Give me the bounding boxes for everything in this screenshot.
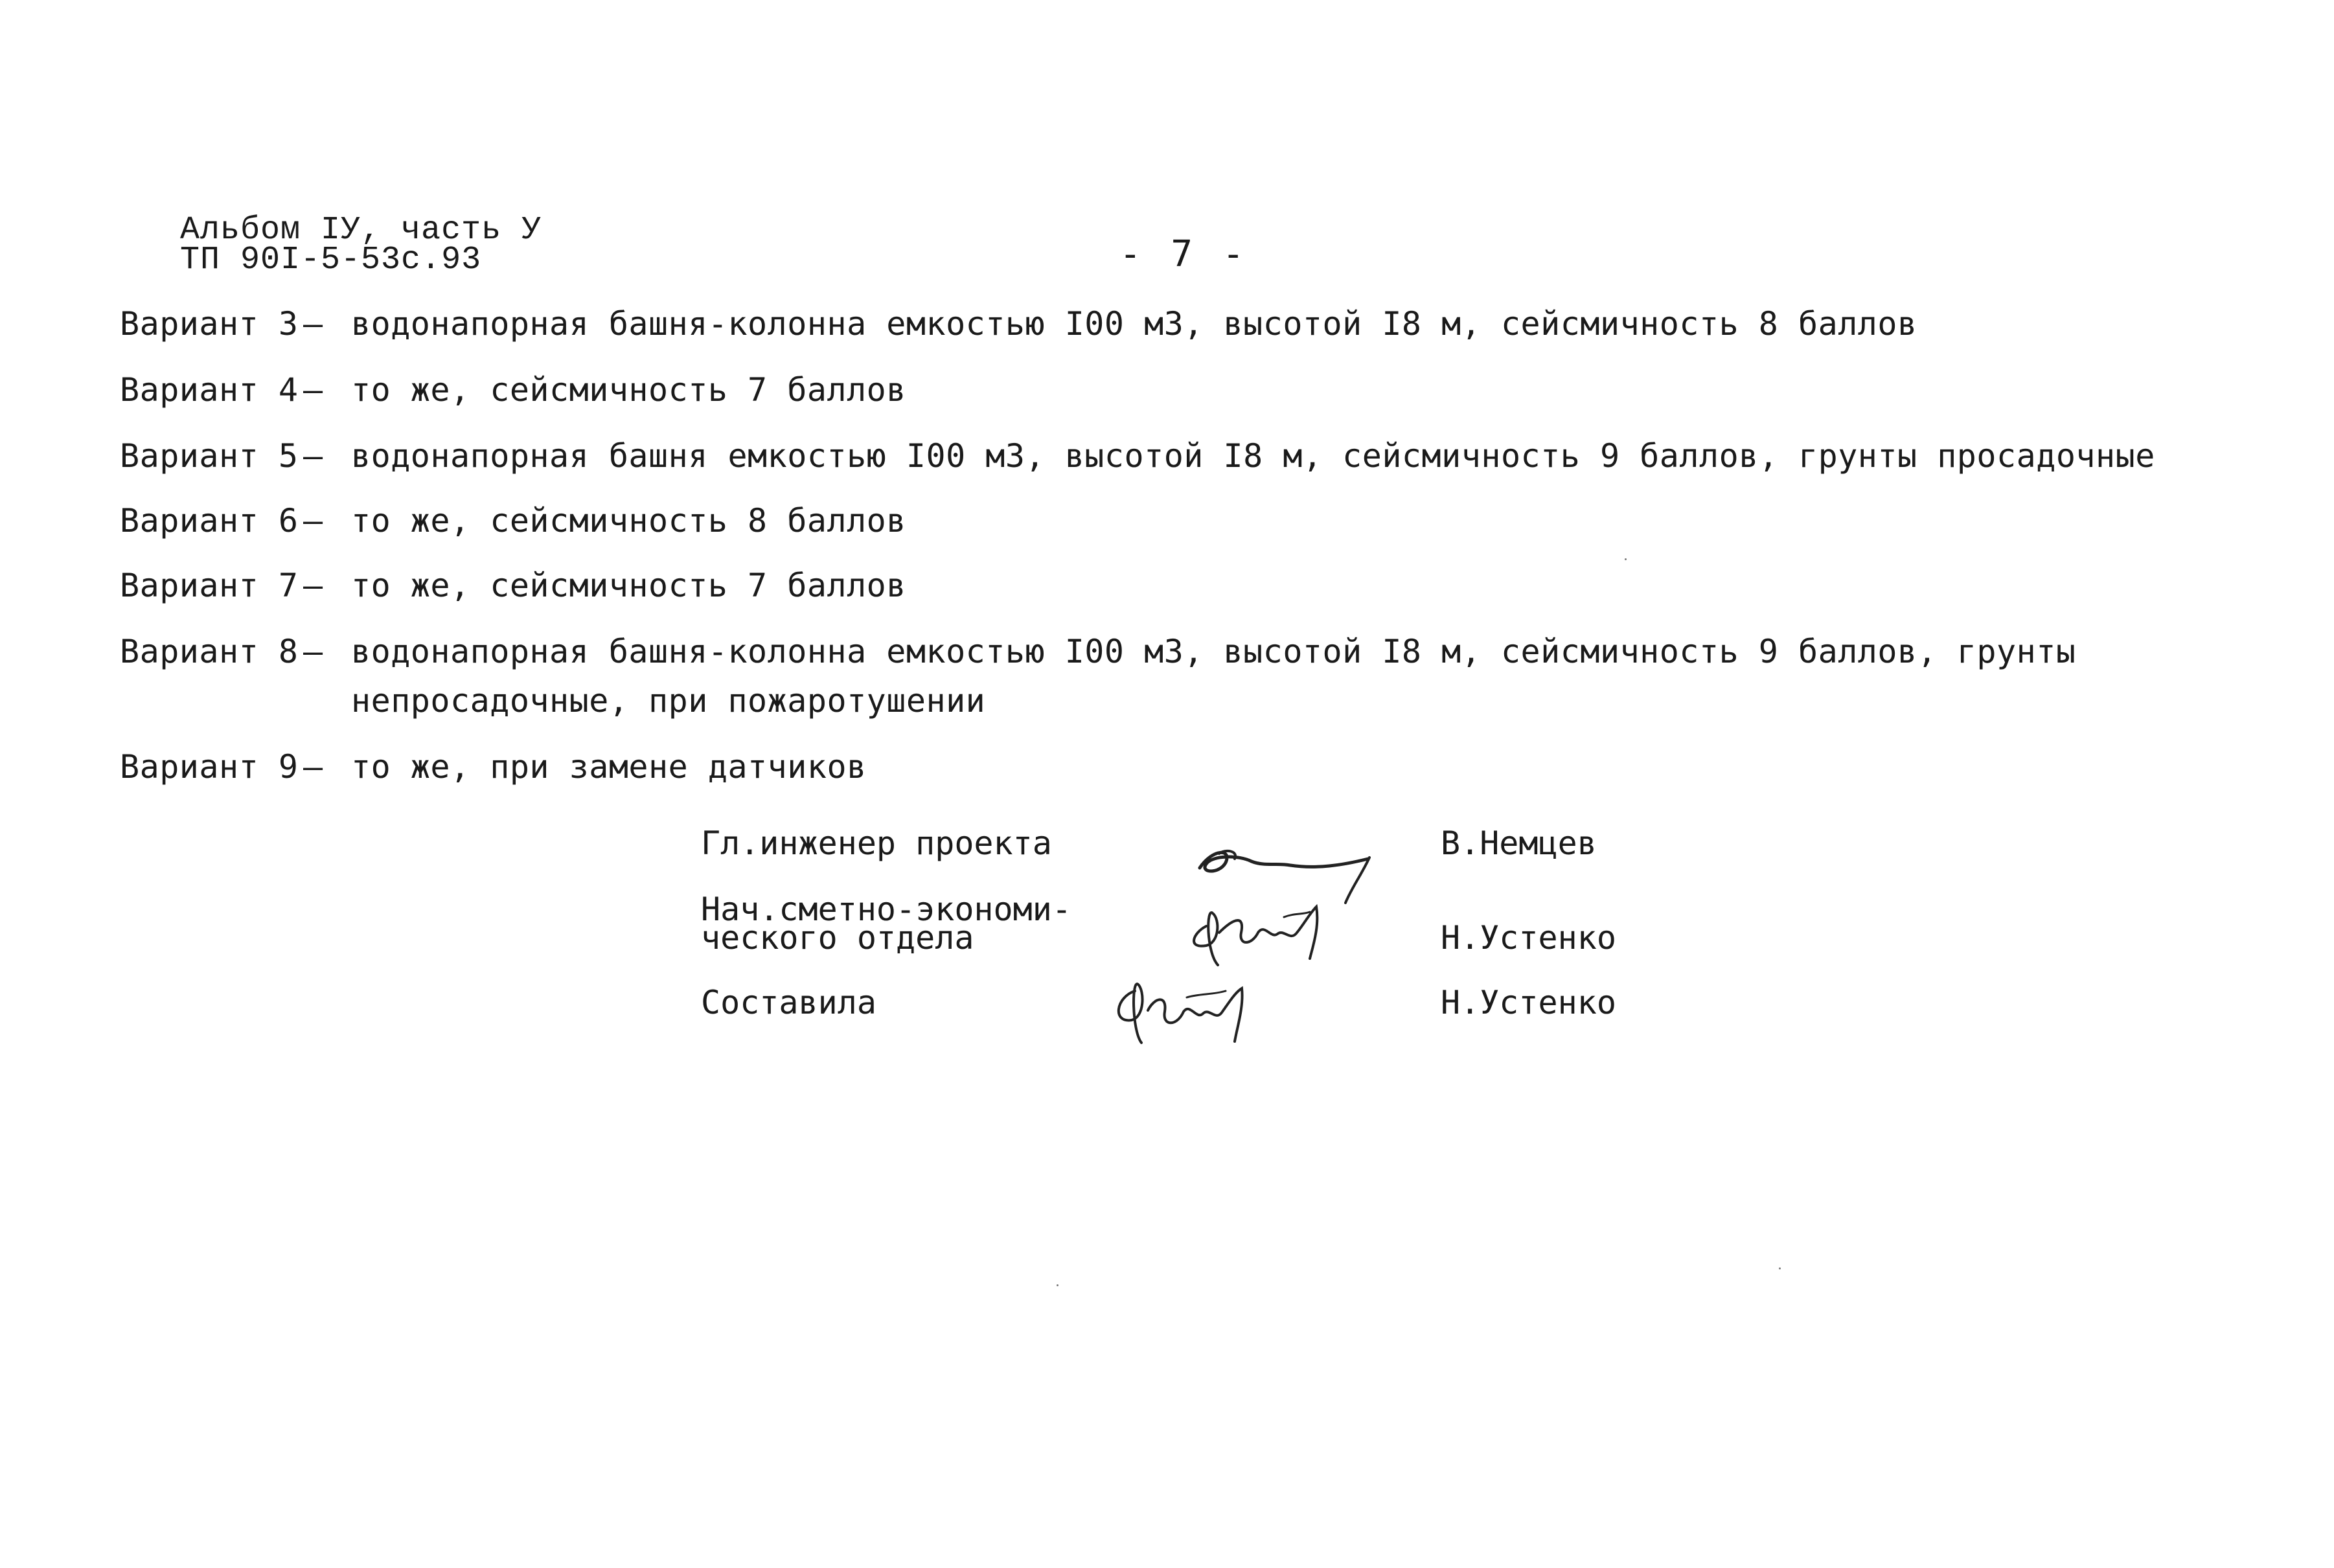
scan-speck xyxy=(1779,1267,1781,1269)
variant-dash: – xyxy=(303,633,323,670)
document-header xyxy=(180,212,542,278)
signer-role-line: ческого отдела xyxy=(701,919,974,957)
signature-mark xyxy=(1180,887,1401,971)
signer-role-line: Составила xyxy=(701,984,876,1021)
variant-label: Вариант 8 xyxy=(120,633,299,670)
variant-item xyxy=(120,431,2262,481)
project-code: ТП 90I-5-53с.93 xyxy=(180,242,482,278)
variant-description-wrap xyxy=(351,627,2262,725)
variant-description-continuation: непросадочные, при пожаротушении xyxy=(351,682,986,720)
page-number: - 7 - xyxy=(1119,233,1248,275)
variant-description: то же, сейсмичность 7 баллов xyxy=(351,567,906,604)
variant-description: то же, при замене датчиков xyxy=(351,748,867,786)
signer-name: Н.Устенко xyxy=(1441,984,1616,1021)
signer-name: В.Немцев xyxy=(1441,824,1597,862)
variant-item xyxy=(120,365,2262,415)
variant-label: Вариант 5 xyxy=(120,437,299,475)
variant-label: Вариант 7 xyxy=(120,567,299,604)
variant-dash: – xyxy=(303,437,323,475)
variant-label: Вариант 4 xyxy=(120,371,299,409)
variant-item xyxy=(120,627,2262,725)
signer-role xyxy=(701,891,1071,957)
scan-speck xyxy=(1057,1284,1058,1286)
variant-dash: – xyxy=(303,305,323,343)
variant-description: водонапорная башня емкостью I00 м3, высотой I8 м, сейсмичность 9 баллов, грунты просадочные xyxy=(351,437,2155,475)
signer-role xyxy=(701,824,1052,862)
signer-role-line: Гл.инженер проекта xyxy=(701,824,1052,862)
variant-description: водонапорная башня-колонна емкостью I00 м3, высотой I8 м, сейсмичность 9 баллов, грунты xyxy=(351,633,2076,670)
signature-block xyxy=(701,823,1673,1043)
variant-item xyxy=(120,299,2262,348)
variant-description: водонапорная башня-колонна емкостью I00 м3, высотой I8 м, сейсмичность 8 баллов xyxy=(351,305,1917,343)
scan-speck xyxy=(1625,558,1627,560)
variant-item xyxy=(120,742,2262,791)
variant-label: Вариант 3 xyxy=(120,305,299,343)
variant-label: Вариант 9 xyxy=(120,748,299,786)
signature-mark xyxy=(1103,971,1310,1049)
signer-name: Н.Устенко xyxy=(1441,919,1616,957)
variant-dash: – xyxy=(303,567,323,604)
variant-item xyxy=(120,496,2262,545)
variant-dash: – xyxy=(303,371,323,409)
variant-description: то же, сейсмичность 8 баллов xyxy=(351,502,906,540)
variant-description: то же, сейсмичность 7 баллов xyxy=(351,371,906,409)
variant-label: Вариант 6 xyxy=(120,502,299,540)
variant-dash: – xyxy=(303,502,323,540)
album-line: Альбом IУ, часть У xyxy=(180,212,542,249)
signer-role-line: Нач.сметно-экономи- xyxy=(701,891,1071,928)
signer-role xyxy=(701,984,876,1021)
variant-dash: – xyxy=(303,748,323,786)
variant-item xyxy=(120,561,2262,610)
